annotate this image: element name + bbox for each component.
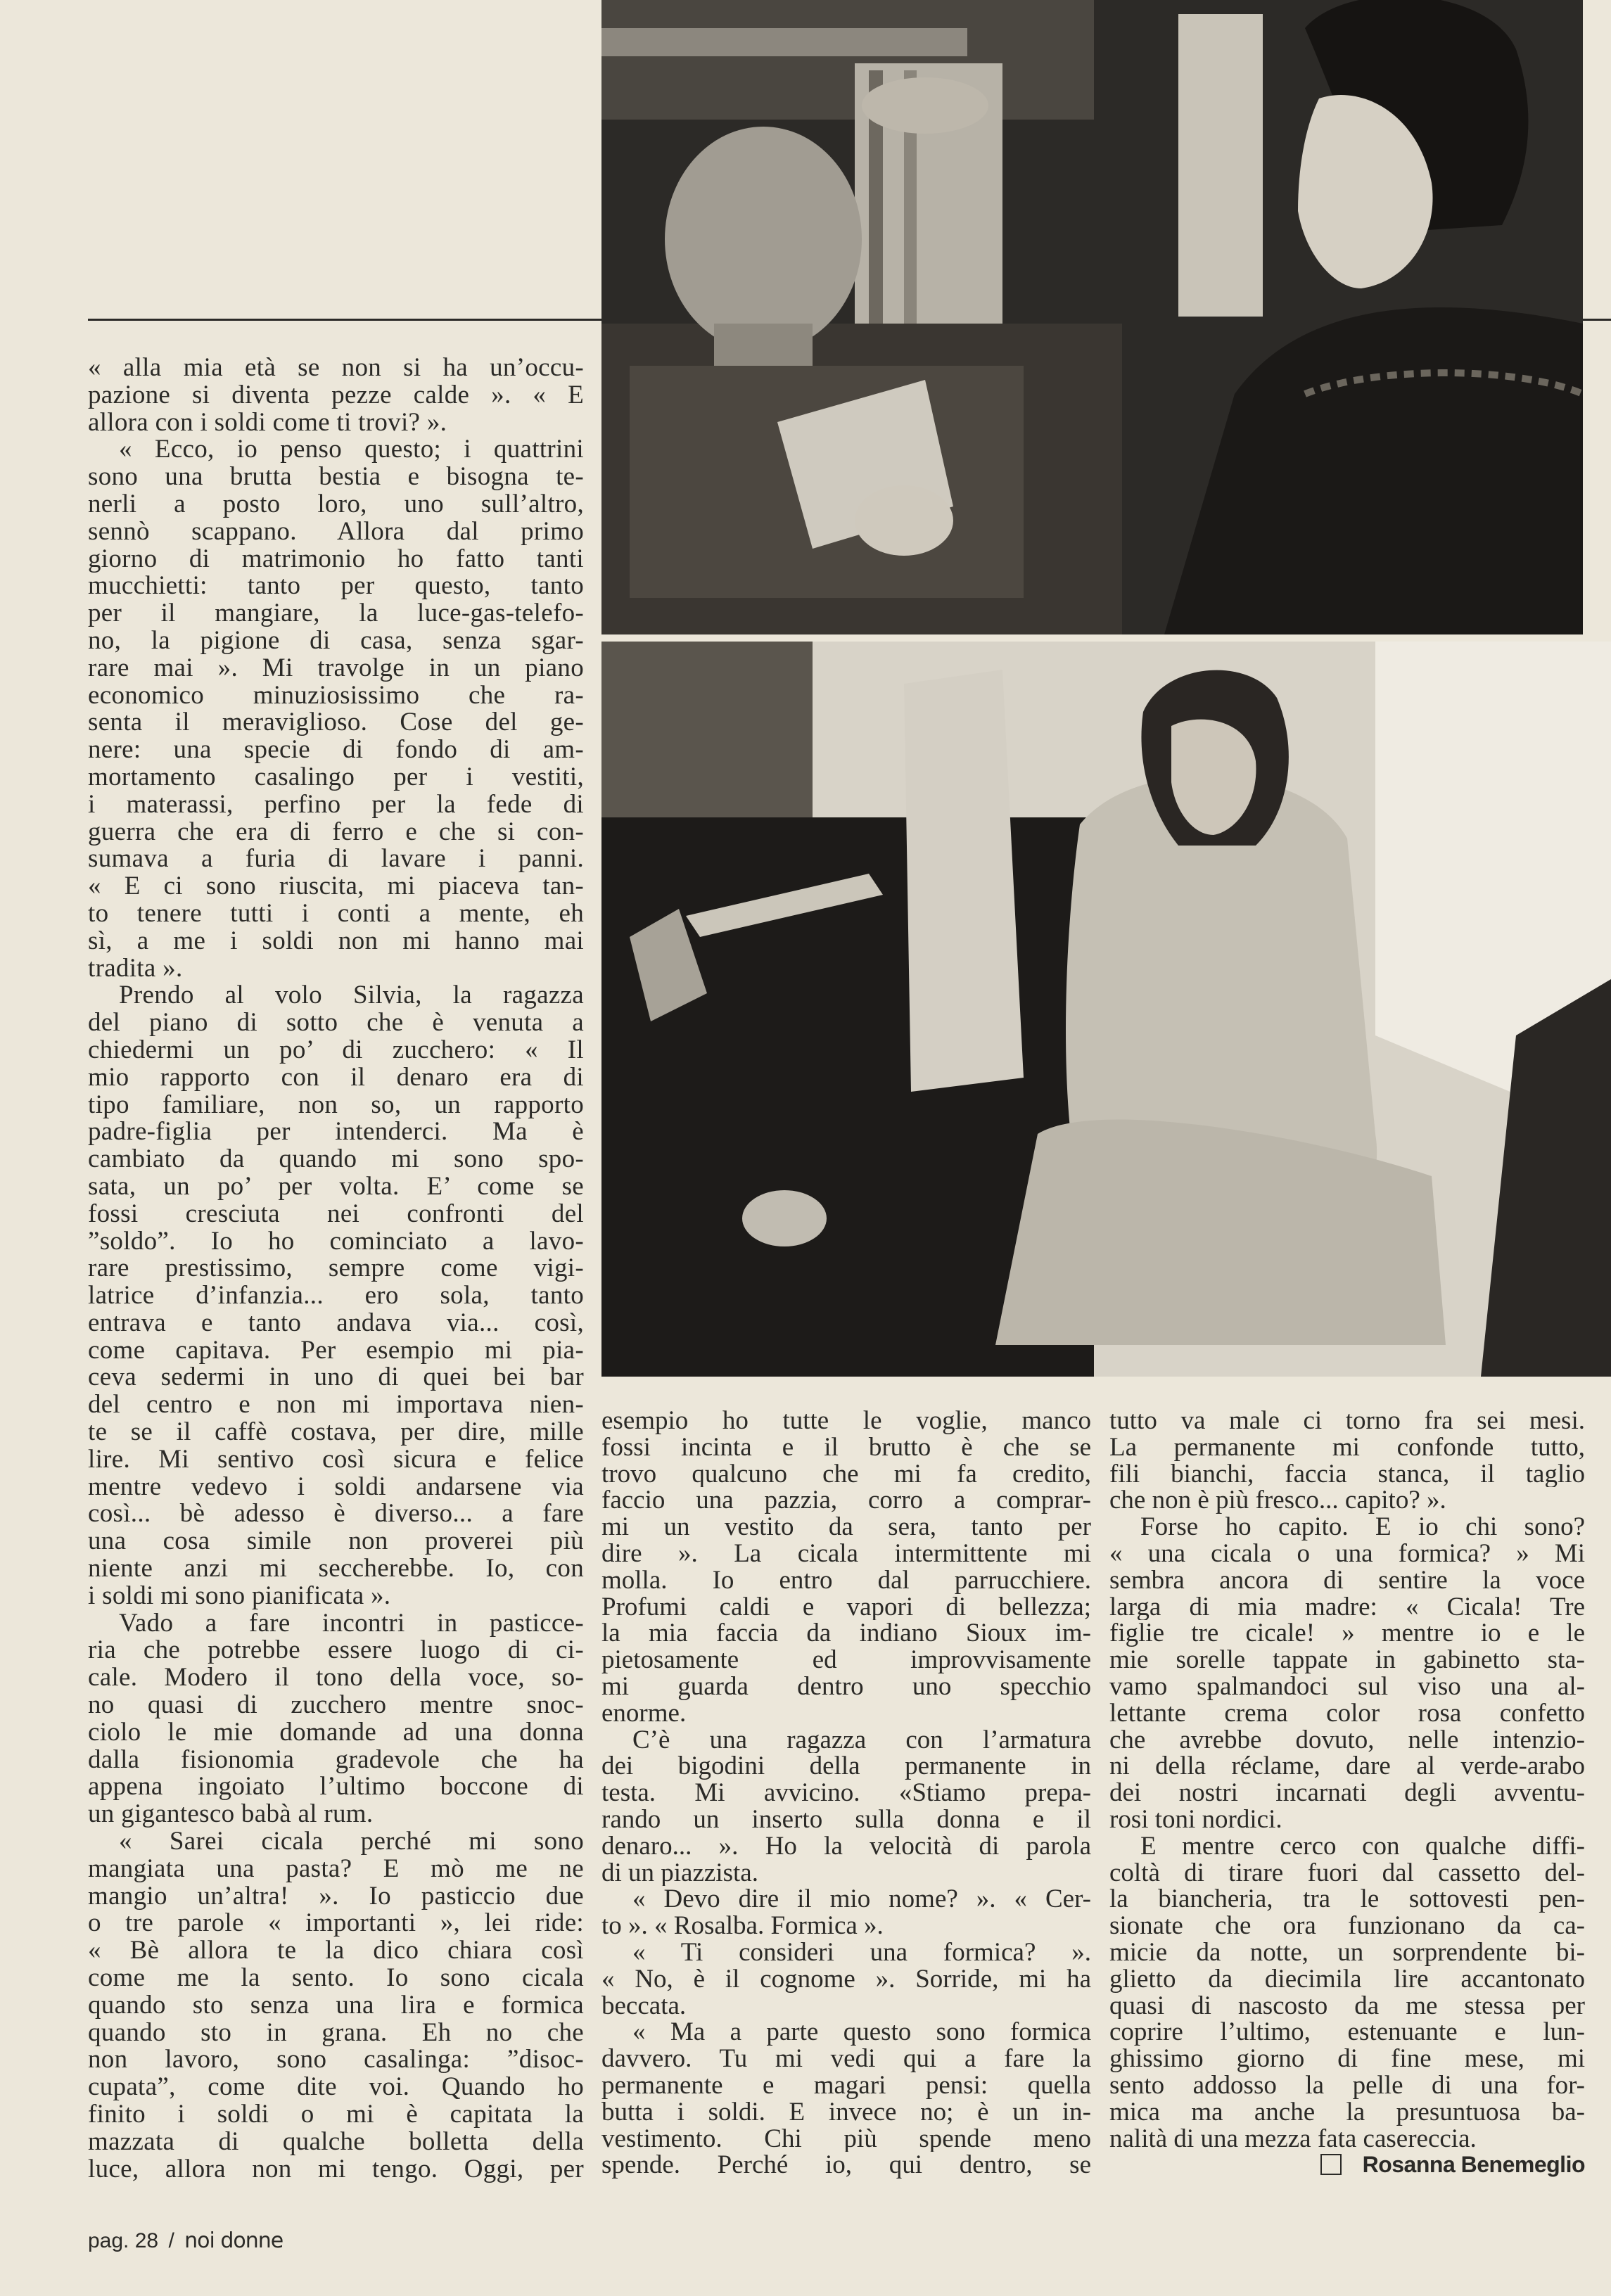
text-line: mucchietti: tanto per questo, tanto <box>88 573 584 601</box>
text-line: dei nostri incarnati degli avventu- <box>1109 1780 1585 1806</box>
text-line: Profumi caldi e vapori di bellezza; <box>601 1593 1091 1621</box>
text-line: denaro... ». Ho la velocità di parola <box>601 1832 1091 1860</box>
header-rule <box>88 319 601 321</box>
article-column-middle <box>601 1408 1091 2179</box>
text-line: sono una brutta bestia e bisogna te- <box>88 464 584 491</box>
text-line: glietto da diecimila lire accantonato <box>1109 1965 1585 1993</box>
text-line: vamo spalmandoci sul viso una al- <box>1109 1673 1585 1700</box>
text-line: ghissimo giorno di fine mese, mi <box>1109 2046 1585 2072</box>
text-line: ria che potrebbe essere luogo di ci- <box>88 1637 584 1665</box>
text-line: « E ci sono riuscita, mi piaceva tan- <box>88 873 584 900</box>
text-line: o tre parole « importanti », lei ride: <box>88 1910 584 1938</box>
author-byline <box>1109 2152 1585 2179</box>
text-line: come capitava. Per esempio mi pia- <box>88 1337 584 1365</box>
text-line: di un piazzista. <box>601 1859 758 1887</box>
text-line: La permanente mi confonde tutto, <box>1109 1434 1585 1461</box>
text-line: ”soldo”. Io ho cominciato a lavo- <box>88 1227 584 1256</box>
text-line: testa. Mi avvicino. «Stiamo prepa- <box>601 1780 1091 1806</box>
text-line: larga di mia madre: « Cicala! Tre <box>1109 1593 1585 1621</box>
text-line: pietosamente ed improvvisamente <box>601 1647 1091 1673</box>
text-line: tipo familiare, non so, un rapporto <box>88 1091 584 1119</box>
text-line: mio rapporto con il denaro era di <box>88 1064 584 1092</box>
text-line: quando sto in grana. Eh no che <box>88 2019 584 2047</box>
text-line: mazzata di qualche bolletta della <box>88 2128 584 2156</box>
text-line: cambiato da quando mi sono spo- <box>88 1146 584 1173</box>
text-line: te se il caffè costava, per dire, mille <box>88 1419 584 1446</box>
text-line: sennò scappano. Allora dal primo <box>88 518 584 546</box>
text-line: coprire l’ultimo, estenuante e lun- <box>1109 2019 1585 2046</box>
text-line: molla. Io entro dal parrucchiere. <box>601 1567 1091 1594</box>
text-line: sionate che ora funzionano da ca- <box>1109 1913 1585 1939</box>
text-line: pazione si diventa pezze calde ». « E <box>88 381 584 409</box>
text-line: rare prestissimo, sempre come vigi- <box>88 1255 584 1283</box>
text-line: dalla fisionomia gradevole che ha <box>88 1746 584 1774</box>
text-line: cale. Modero il tono della voce, so- <box>88 1664 584 1692</box>
magazine-logo: noi donne <box>184 2228 284 2253</box>
text-line: come me la sento. Io sono cicala <box>88 1965 584 1992</box>
text-line: mangio un’altra! ». Io pasticcio due <box>88 1882 584 1911</box>
article-column-left <box>88 355 584 2183</box>
text-line: sento addosso la pelle di una for- <box>1109 2072 1585 2099</box>
text-line: beccata. <box>601 1992 687 2020</box>
text-line: un gigantesco babà al rum. <box>88 1801 374 1829</box>
text-line: non lavoro, sono casalinga: ”disoc- <box>88 2046 584 2074</box>
text-line: Vado a fare incontri in pasticce- <box>119 1609 584 1638</box>
text-line: quando sto senza una lira e formica <box>88 1991 584 2020</box>
text-line: chiedermi un po’ di zucchero: « Il <box>88 1036 584 1064</box>
text-line: nalità di una mezza fata casereccia. <box>1109 2125 1477 2152</box>
text-line: per il mangiare, la luce-gas-telefo- <box>88 600 584 627</box>
text-line: mangiata una pasta? E mò me ne <box>88 1855 584 1883</box>
text-line: i soldi mi sono pianificata ». <box>88 1582 391 1610</box>
text-line: del centro e non mi importava nien- <box>88 1391 584 1420</box>
text-line: rare mai ». Mi travolge in un piano <box>88 654 584 682</box>
text-line: C’è una ragazza con l’armatura <box>632 1726 1091 1754</box>
text-line: così... bè adesso è diverso... a fare <box>88 1500 584 1529</box>
text-line: fossi incinta e il brutto è che se <box>601 1434 1091 1461</box>
text-line: lire. Mi sentivo così sicura e felice <box>88 1446 584 1474</box>
text-line: dei bigodini della permanente in <box>601 1753 1091 1780</box>
text-line: finito i soldi o mi è capitata la <box>88 2101 584 2129</box>
text-line: del piano di sotto che è venuta a <box>88 1009 584 1037</box>
text-line: coltà di tirare fuori dal cassetto del- <box>1109 1859 1585 1887</box>
text-line: E mentre cerco con qualche diffi- <box>1140 1832 1585 1860</box>
text-line: ni della réclame, dare al verde-arabo <box>1109 1753 1585 1780</box>
text-line: ceva sedermi in uno di quei bei bar <box>88 1364 584 1392</box>
text-line: mica ma anche la presuntuosa ba- <box>1109 2098 1585 2126</box>
text-line: rosi toni nordici. <box>1109 1806 1282 1833</box>
text-line: « Devo dire il mio nome? ». « Cer- <box>632 1886 1091 1913</box>
text-line: esempio ho tutte le voglie, manco <box>601 1408 1091 1434</box>
text-line: appena ingoiato l’ultimo boccone di <box>88 1773 584 1801</box>
text-line: luce, allora non mi tengo. Oggi, per <box>88 2155 584 2183</box>
text-line: « alla mia età se non si ha un’occu- <box>88 355 584 382</box>
text-line: « Ecco, io penso questo; i quattrini <box>119 436 584 464</box>
text-line: tutto va male ci torno fra sei mesi. <box>1109 1408 1585 1434</box>
text-line: micie da notte, un sorprendente bi- <box>1109 1939 1585 1966</box>
text-line: no quasi di zucchero mentre snoc- <box>88 1692 584 1719</box>
text-line: fossi cresciuta nei confronti del <box>88 1200 584 1228</box>
text-line: « Ma a parte questo sono formica <box>632 2019 1091 2046</box>
text-line: niente anzi mi seccherebbe. Io, con <box>88 1555 584 1583</box>
text-line: giorno di matrimonio ho fatto tanti <box>88 545 584 573</box>
text-line: senta il meraviglioso. Cose del ge- <box>88 709 584 737</box>
text-line: « Bè allora te la dico chiara così <box>88 1937 584 1965</box>
text-line: Forse ho capito. E io chi sono? <box>1140 1514 1585 1541</box>
text-line: no, la pigione di casa, senza sgar- <box>88 627 584 655</box>
text-line: « No, è il cognome ». Sorride, mi ha <box>601 1965 1091 1993</box>
text-line: sì, a me i soldi non mi hanno mai <box>88 927 584 955</box>
text-line: tradita ». <box>88 955 183 983</box>
text-line: una cosa simile non proverei più <box>88 1528 584 1556</box>
text-line: figlie tre cicale! » mentre io e le <box>1109 1620 1585 1647</box>
footer-separator: / <box>168 2229 174 2252</box>
text-line: nerli a posto loro, uno sull’altro, <box>88 490 584 518</box>
text-line: che avrebbe dovuto, nelle intenzio- <box>1109 1726 1585 1754</box>
photo-woman-piggy-bank <box>601 0 1583 634</box>
text-line: sumava a furia di lavare i panni. <box>88 846 584 874</box>
text-line: enorme. <box>601 1699 687 1727</box>
text-line: sembra ancora di sentire la voce <box>1109 1567 1585 1594</box>
text-line: entrava e tanto andava via... così, <box>88 1309 584 1337</box>
page-number: pag. 28 <box>88 2229 159 2252</box>
article-column-right <box>1109 1408 1585 2179</box>
text-line: mi guarda dentro uno specchio <box>601 1673 1091 1700</box>
text-line: nere: una specie di fondo di am- <box>88 736 584 764</box>
text-line: i materassi, perfino per la fede di <box>88 791 584 819</box>
text-line: cupata”, come dite voi. Quando ho <box>88 2074 584 2101</box>
text-line: sata, un po’ per volta. E’ come se <box>88 1173 584 1201</box>
text-line: lettante crema color rosa confetto <box>1109 1699 1585 1727</box>
text-line: Prendo al volo Silvia, la ragazza <box>119 982 584 1010</box>
text-line: la mia faccia da indiano Sioux im- <box>601 1620 1091 1647</box>
text-line: davvero. Tu mi vedi qui a fare la <box>601 2046 1091 2072</box>
text-line: spende. Perché io, qui dentro, se <box>601 2152 1091 2179</box>
photo-woman-sitting <box>601 642 1611 1377</box>
text-line: « Sarei cicala perché mi sono <box>119 1828 584 1856</box>
end-mark-box-icon <box>1320 2154 1342 2175</box>
text-line: fili bianchi, faccia stanca, il taglio <box>1109 1460 1585 1488</box>
text-line: rando un inserto sulla donna e il <box>601 1806 1091 1833</box>
text-line: to ». « Rosalba. Formica ». <box>601 1913 884 1939</box>
page-footer <box>88 2228 283 2253</box>
header-rule-right <box>1583 319 1611 321</box>
text-line: « una cicala o una formica? » Mi <box>1109 1540 1585 1567</box>
text-line: mi un vestito da sera, tanto per <box>601 1514 1091 1541</box>
text-line: mentre vedevo i soldi andarsene via <box>88 1473 584 1501</box>
text-line: permanente e magari pensi: quella <box>601 2072 1091 2099</box>
text-line: mortamento casalingo per i vestiti, <box>88 763 584 791</box>
text-line: ciolo le mie domande ad una donna <box>88 1718 584 1747</box>
text-line: mie sorelle tappate in gabinetto sta- <box>1109 1647 1585 1673</box>
text-line: che non è più fresco... capito? ». <box>1109 1487 1446 1514</box>
text-line: faccio una pazzia, corro a comprar- <box>601 1487 1091 1514</box>
text-line: to tenere tutti i conti a mente, eh <box>88 900 584 928</box>
text-line: la biancheria, tra le sottovesti pen- <box>1109 1886 1585 1913</box>
text-line: dire ». La cicala intermittente mi <box>601 1540 1091 1567</box>
text-line: economico minuziosissimo che ra- <box>88 682 584 710</box>
text-line: latrice d’infanzia... ero sola, tanto <box>88 1282 584 1310</box>
text-line: butta i soldi. E invece no; è un in- <box>601 2098 1091 2126</box>
text-line: allora con i soldi come ti trovi? ». <box>88 409 447 437</box>
text-line: guerra che era di ferro e che si con- <box>88 818 584 846</box>
text-line: vestimento. Chi più spende meno <box>601 2125 1091 2152</box>
text-line: « Ti consideri una formica? ». <box>632 1939 1091 1966</box>
text-line: trovo qualcuno che mi fa credito, <box>601 1460 1091 1488</box>
author-name: Rosanna Benemeglio <box>1362 2152 1585 2178</box>
text-line: quasi di nascosto da me stessa per <box>1109 1992 1585 2020</box>
text-line: padre-figlia per intenderci. Ma è <box>88 1118 584 1147</box>
